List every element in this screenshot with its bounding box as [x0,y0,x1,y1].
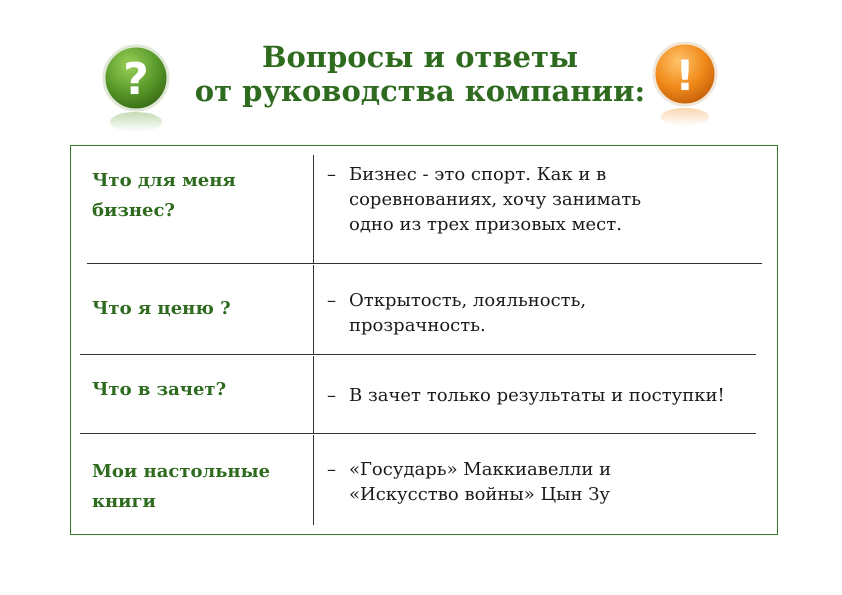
answer-dash: – [327,459,336,480]
question-cell [92,457,270,517]
question-line: Мои настольные [92,461,271,482]
answer-line: прозрачность. [349,315,486,336]
answer-line: «Государь» Маккиавелли и [349,459,612,480]
answer-line: Бизнес - это спорт. Как и в [349,164,607,185]
answer-cell [327,288,586,338]
row-separator [80,433,756,434]
answer-cell [327,162,641,237]
column-divider [313,435,314,525]
row-separator [87,263,762,264]
column-divider [313,265,314,354]
answer-line: Открытость, лояльность, [349,290,587,311]
answer-line: В зачет только результаты и поступки! [349,385,725,406]
question-mark-icon [100,44,176,134]
answer-cell [327,457,611,507]
exclamation-mark-icon [650,40,720,128]
answer-dash: – [327,164,336,185]
question-line: Что я ценю ? [92,298,231,319]
question-cell [92,294,231,324]
page-title [180,40,660,108]
row-separator [80,354,756,355]
svg-text:!: ! [675,51,695,100]
question-line: Что для меня [92,170,236,191]
column-divider [313,356,314,433]
answer-line: одно из трех призовых мест. [349,214,622,235]
question-cell [92,166,236,226]
answer-line: «Искусство войны» Цын Зу [349,484,611,505]
svg-text:?: ? [123,54,149,105]
answer-line: соревнованиях, хочу занимать [349,189,642,210]
title-line-2: от руководства компании: [194,74,646,108]
question-line: бизнес? [92,200,175,221]
column-divider [313,155,314,263]
question-line: книги [92,491,156,512]
title-line-1: Вопросы и ответы [261,40,579,74]
question-cell [92,375,226,405]
answer-cell [327,383,725,408]
answer-dash: – [327,290,336,311]
question-line: Что в зачет? [92,379,227,400]
answer-dash: – [327,385,336,406]
